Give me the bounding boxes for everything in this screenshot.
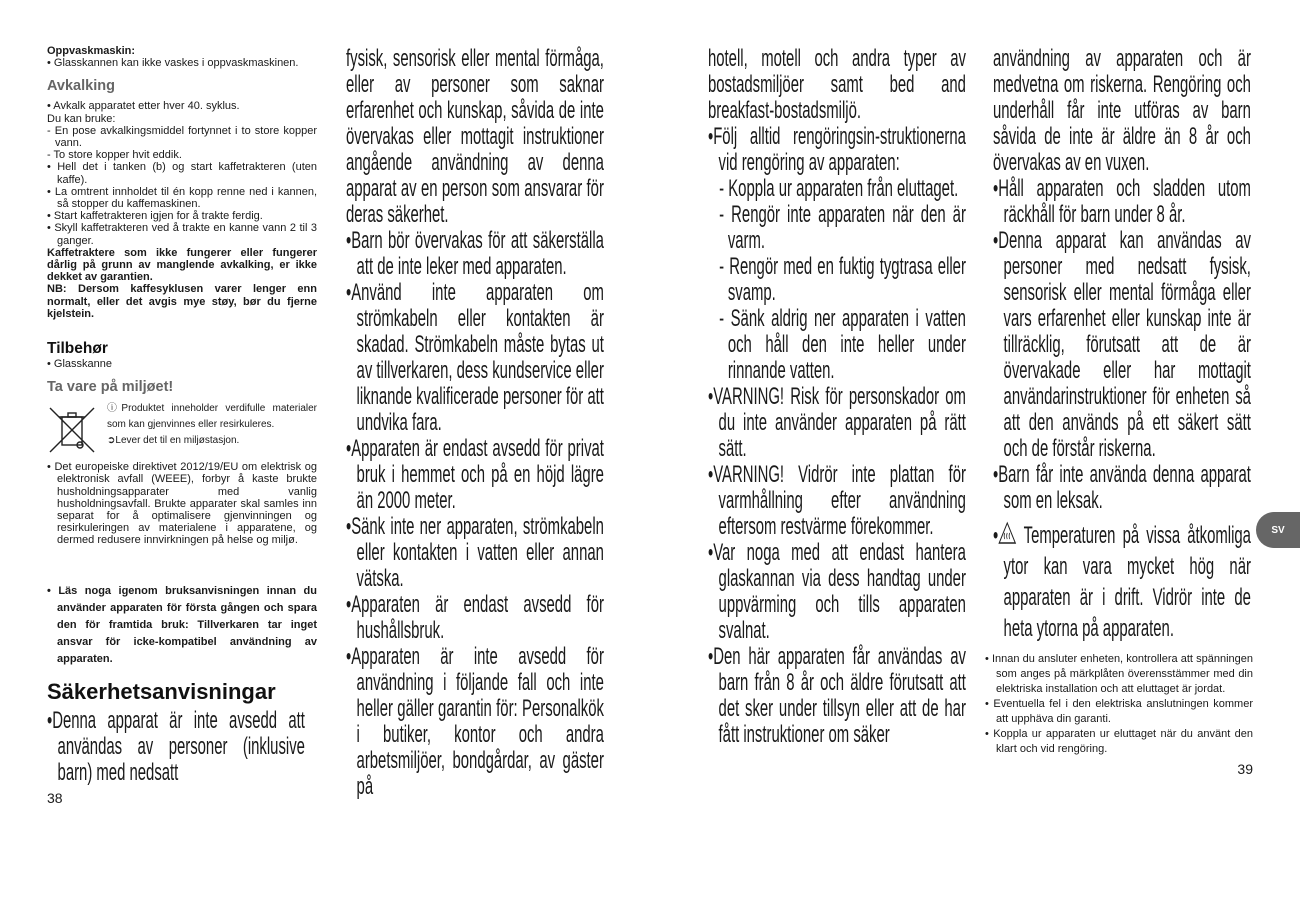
language-tab: SV [1256, 512, 1300, 548]
page-number-right: 39 [1237, 761, 1253, 777]
weee-text: • Det europeiske direktivet 2012/19/EU om elektrisk og elektronisk avfall (WEEE), forbyr å kaste brukte husholdningsapparater med vanlig husholdningsavfall. Brukte apparater skal samles inn separat for å optimalisere gjenvinningen og resirkuleringen av materialene i apparatene, og dermed redusere innvirkningen på helse og miljø. [47, 461, 317, 547]
cleaning-step: - Sänk aldrig ner apparaten i vatten och håll den inte heller under rinnande vatten. [719, 305, 966, 384]
safety-item: •Denna apparat kan användas av personer med nedsatt fysisk, sensorisk eller mental förmåga eller vars erfarenhet eller kunskap inte är tillräcklig, förutsatt att de är övervakade eller har mottagit användarinstruktioner för enheten så att den används på ett säkert sätt och de förstår riskerna. [993, 227, 1251, 462]
safety-item: •Apparaten är endast avsedd för hushållsbruk. [346, 591, 604, 644]
accessories-item: • Glasskanne [47, 358, 112, 371]
environment-heading: Ta vare på miljøet! [47, 379, 174, 396]
safety-item: •Sänk inte ner apparaten, strömkabeln eller kontakten i vatten eller annan vätska. [346, 513, 604, 592]
safety-item: användning av apparaten och är medvetna om riskerna. Rengöring och underhåll får inte utföras av barn såvida de inte är äldre än 8 år och övervakas av en vuxen. [993, 45, 1251, 176]
safety-item: •Barn bör övervakas för att säkerställa att de inte leker med apparaten. [346, 227, 604, 280]
descaling-heading: Avkalking [47, 78, 115, 95]
descaling-item: • Start kaffetrakteren igjen for å trakte ferdig. [47, 210, 263, 223]
env-info: ⓘProduktet inneholder verdifulle materialer som kan gjenvinnes eller resirkuleres. [107, 403, 317, 431]
descaling-item: • Avkalk apparatet etter hver 40. syklus. [47, 100, 240, 113]
column-4-small [985, 652, 1253, 777]
safety-item: •Denna apparat är inte avsedd att användas av personer (inklusive barn) med nedsatt [47, 706, 305, 786]
env-deliver: ➲Lever det til en miljøstasjon. [107, 435, 240, 447]
electrical-item: • Eventuella fel i den elektriska anslutningen kommer att upphäva din garanti. [985, 698, 1253, 725]
safety-item: •Använd inte apparaten om strömkabeln eller kontakten är skadad. Strömkabeln måste bytas ut av tillverkaren, dess kundservice eller liknande kvalificerade personer för att undvika fara. [346, 279, 604, 436]
safety-item: •VARNING! Vidrör inte plattan för varmhållning efter användning eftersom restvärme förekommer. [708, 461, 966, 540]
safety-item: •VARNING! Risk för personskador om du inte använder apparaten på rätt sätt. [708, 383, 966, 462]
safety-item: •Håll apparaten och sladden utom räckhåll för barn under 8 år. [993, 175, 1251, 228]
column-4-wrapper [985, 45, 1253, 777]
safety-first-item [47, 708, 305, 786]
descaling-item: • La omtrent innholdet til én kopp renne ned i kannen, så stopper du kaffemaskinen. [47, 185, 317, 211]
weee-block [47, 401, 317, 455]
read-instructions-note: • Läs noga igenom bruksanvisningen innan du använder apparaten för första gången och spara den för framtida bruk: Tillverkaren tar inget ansvar för icke-kompatibel användning av apparaten. [47, 584, 317, 665]
safety-item: •Var noga med att endast hantera glaskannan via dess handtag under uppvärming och tills apparaten svalnat. [708, 539, 966, 644]
dishwasher-item: • Glasskannen kan ikke vaskes i oppvaskmaskinen. [47, 57, 299, 70]
safety-item: •Följ alltid rengöringsin-struktionerna vid rengöring av apparaten: [708, 123, 966, 176]
page-number-left: 38 [47, 789, 63, 806]
dishwasher-heading: Oppvaskmaskin: [47, 45, 136, 57]
descaling-item: - En pose avkalkingsmiddel fortynnet i to store kopper vann. [47, 124, 317, 150]
descaling-item: Du kan bruke: [47, 112, 116, 125]
safety-item: •Den här apparaten får användas av barn från 8 år och äldre förutsatt att det sker under tillsyn eller att de har fått instruktioner om säker [708, 643, 966, 748]
hot-surface-text: Temperaturen på vissa åtkomliga ytor kan vara mycket hög när apparaten är i drift. Vidrör inte de heta ytorna på apparaten. [1003, 522, 1251, 642]
descaling-item: • Skyll kaffetrakteren ved å trakte en kanne vann 2 til 3 ganger. [47, 222, 317, 247]
warranty-note: Kaffetraktere som ikke fungerer eller fungerer dårlig på grunn av manglende avkalking, er ikke dekket av garantien. [47, 246, 317, 284]
left-column [47, 45, 317, 806]
hot-surface-warning-icon [998, 521, 1017, 545]
column-4: användning av apparaten och är medvetna om riskerna. Rengöring och underhåll får inte utföras av barn såvida de inte är äldre än 8 år och övervakas av en vuxen. •Håll apparaten och sladden utom räckhåll för barn under 8 år. •Denna apparat kan användas av personer med nedsatt fysisk, sensorisk eller mental förmåga eller vars erfarenhet eller kunskap inte är tillräcklig, förutsatt att de är övervakade eller har mottagit användarinstruktioner för enheten så att den används på ett säkert sätt och de förstår riskerna. •Barn får inte använda denna apparat som en leksak. • Temperaturen på vissa åtkomliga ytor kan vara mycket hög när apparaten är i drift. Vidrör inte de heta ytorna på apparaten. [993, 45, 1251, 642]
cleaning-step: - Rengör inte apparaten när den är varm. [719, 201, 966, 254]
electrical-item: • Innan du ansluter enheten, kontrollera att spänningen som anges på märkplåten överensstämmer med din elektriska installation och att eluttaget är jordat. [985, 653, 1253, 695]
accessories-heading: Tilbehør [47, 340, 108, 358]
safety-title: Säkerhetsanvisningar [47, 678, 276, 704]
cleaning-step: - Rengör med en fuktig tygtrasa eller svamp. [719, 253, 966, 306]
safety-item: fysisk, sensorisk eller mental förmåga, eller av personer som saknar erfarenhet och kunskap, såvida de inte övervakas eller mottagit instruktioner angående användning av denna apparat av en person som ansvarar för deras säkerhet. [346, 45, 604, 228]
electrical-item: • Koppla ur apparaten ur eluttaget när du använt den klart och vid rengöring. [985, 728, 1253, 755]
cleaning-step: - Koppla ur apparaten från eluttaget. [719, 175, 959, 202]
safety-item: •Apparaten är endast avsedd för privat bruk i hemmet och på en höjd lägre än 2000 meter. [346, 435, 604, 514]
nb-note: NB: Dersom kaffesyklusen varer lenger enn normalt, eller det avgis mye støy, bør du fjerne kjelstein. [47, 283, 317, 320]
safety-item: •Apparaten är inte avsedd för användning i följande fall och inte heller gäller garantin för: Personalkök i butiker, kontor och andra arbetsmiljöer, bondgårdar, av gäster på [346, 643, 604, 800]
column-2 [346, 46, 604, 800]
column-3 [708, 46, 966, 748]
descaling-item: - To store kopper hvit eddik. [47, 149, 182, 162]
safety-item: hotell, motell och andra typer av bostadsmiljöer samt bed and breakfast-bostadsmiljö. [708, 45, 966, 124]
safety-item: •Barn får inte använda denna apparat som en leksak. [993, 461, 1251, 514]
crossed-bin-icon [47, 405, 97, 455]
descaling-item: • Hell det i tanken (b) og start kaffetrakteren (uten kaffe). [47, 161, 317, 186]
